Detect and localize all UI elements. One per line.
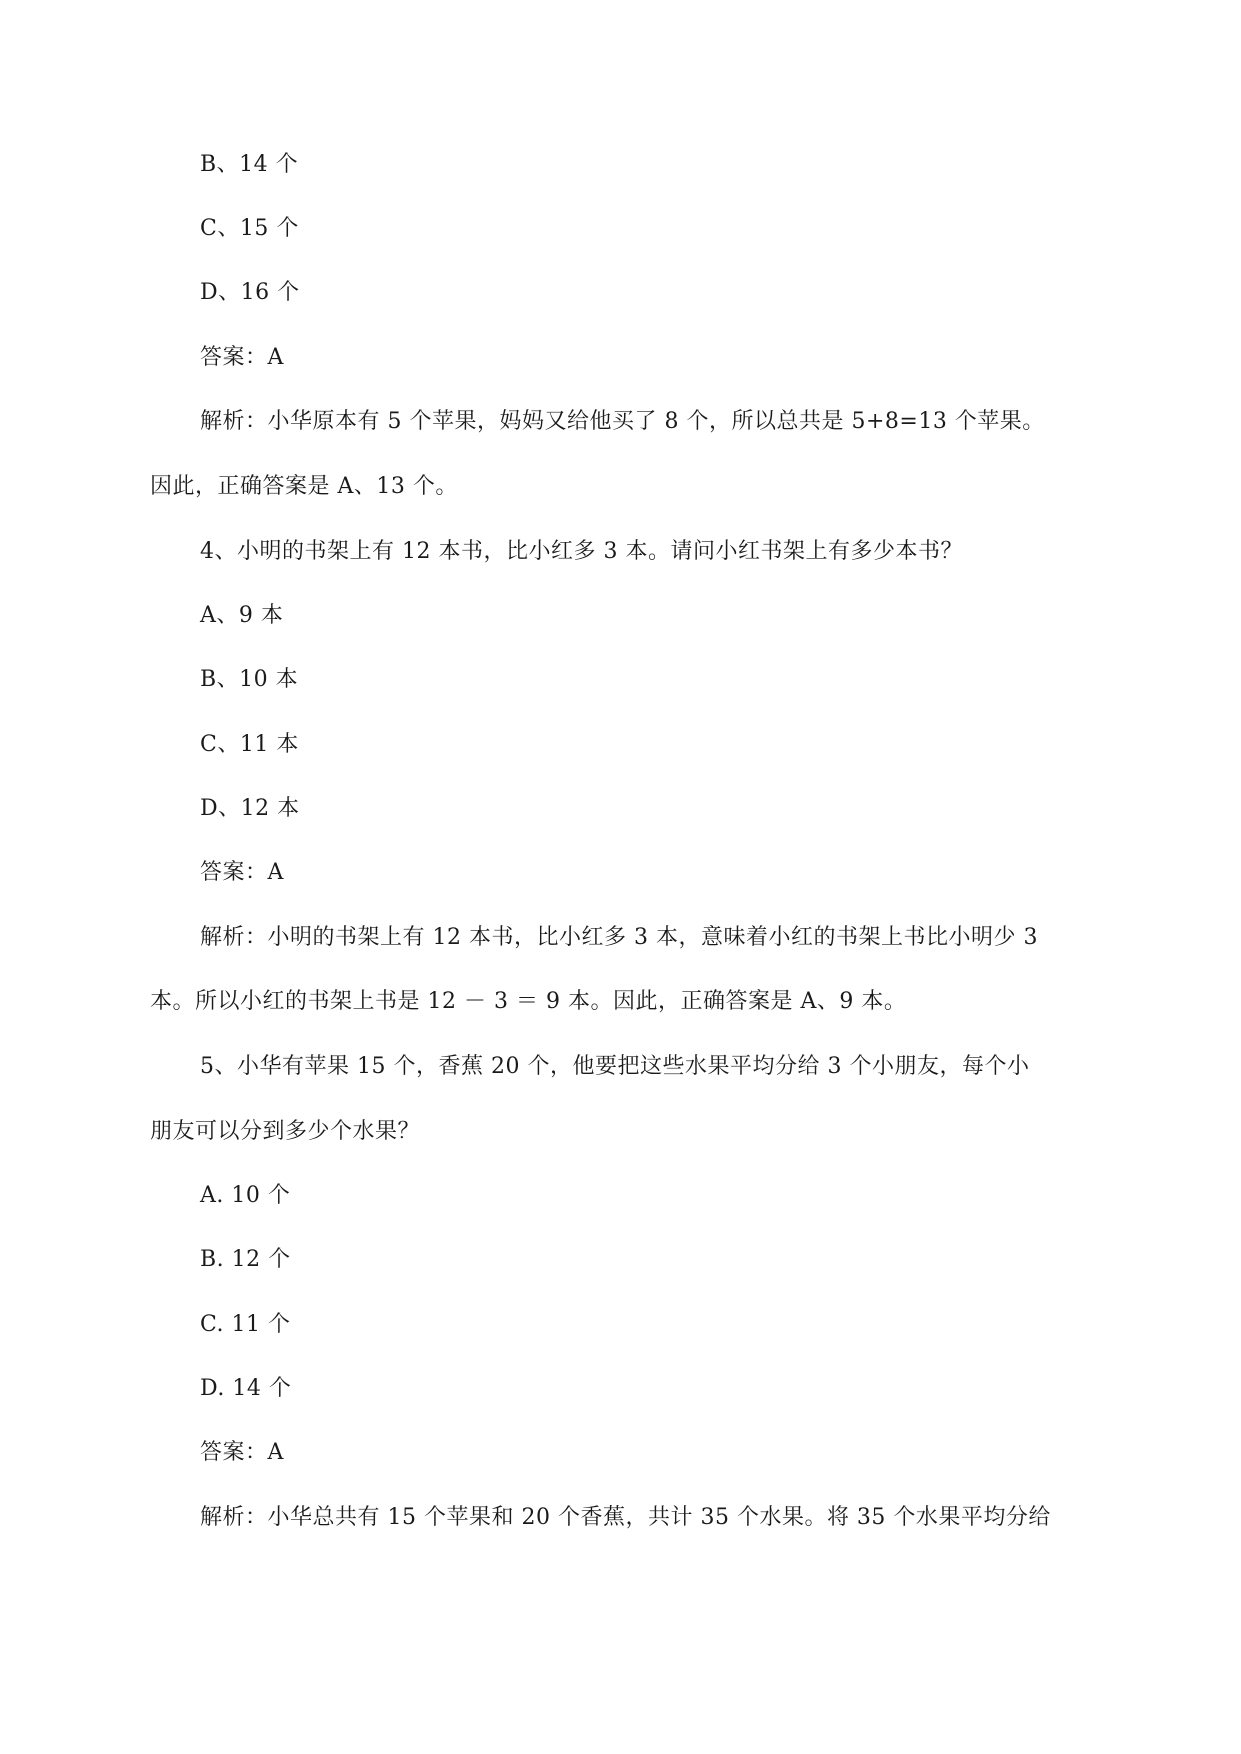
option-d-q5: D. 14 个 — [200, 1376, 292, 1401]
option-d-q4: D、12 本 — [200, 796, 300, 821]
option-c-q4: C、11 本 — [200, 732, 299, 757]
explanation-q4-line1: 解析：小明的书架上有 12 本书，比小红多 3 本，意味着小红的书架上书比小明少 3 — [200, 925, 1038, 950]
explanation-q3-line2: 因此，正确答案是 A、13 个。 — [150, 474, 458, 499]
answer-q5: 答案：A — [200, 1440, 284, 1465]
explanation-q4-line2: 本。所以小红的书架上书是 12 － 3 ＝ 9 本。因此，正确答案是 A、9 本。 — [150, 989, 907, 1014]
explanation-q3-line1: 解析：小华原本有 5 个苹果，妈妈又给他买了 8 个，所以总共是 5+8=13 个苹果。 — [200, 409, 1045, 434]
question-4: 4、小明的书架上有 12 本书，比小红多 3 本。请问小红书架上有多少本书？ — [200, 539, 963, 564]
option-c-q5: C. 11 个 — [200, 1312, 291, 1337]
option-b-q5: B. 12 个 — [200, 1247, 291, 1272]
option-a-q4: A、9 本 — [200, 603, 284, 628]
explanation-q5-line1: 解析：小华总共有 15 个苹果和 20 个香蕉，共计 35 个水果。将 35 个水果平均分给 — [200, 1505, 1051, 1530]
option-a-q5: A. 10 个 — [200, 1183, 291, 1208]
question-5-line2: 朋友可以分到多少个水果？ — [150, 1119, 421, 1144]
option-b-q4: B、10 本 — [200, 667, 299, 692]
question-5-line1: 5、小华有苹果 15 个，香蕉 20 个，他要把这些水果平均分给 3 个小朋友，每个小 — [200, 1054, 1030, 1079]
option-c-q3: C、15 个 — [200, 216, 299, 241]
option-b-q3: B、14 个 — [200, 152, 299, 177]
answer-q3: 答案：A — [200, 345, 284, 370]
option-d-q3: D、16 个 — [200, 280, 300, 305]
answer-q4: 答案：A — [200, 860, 284, 885]
